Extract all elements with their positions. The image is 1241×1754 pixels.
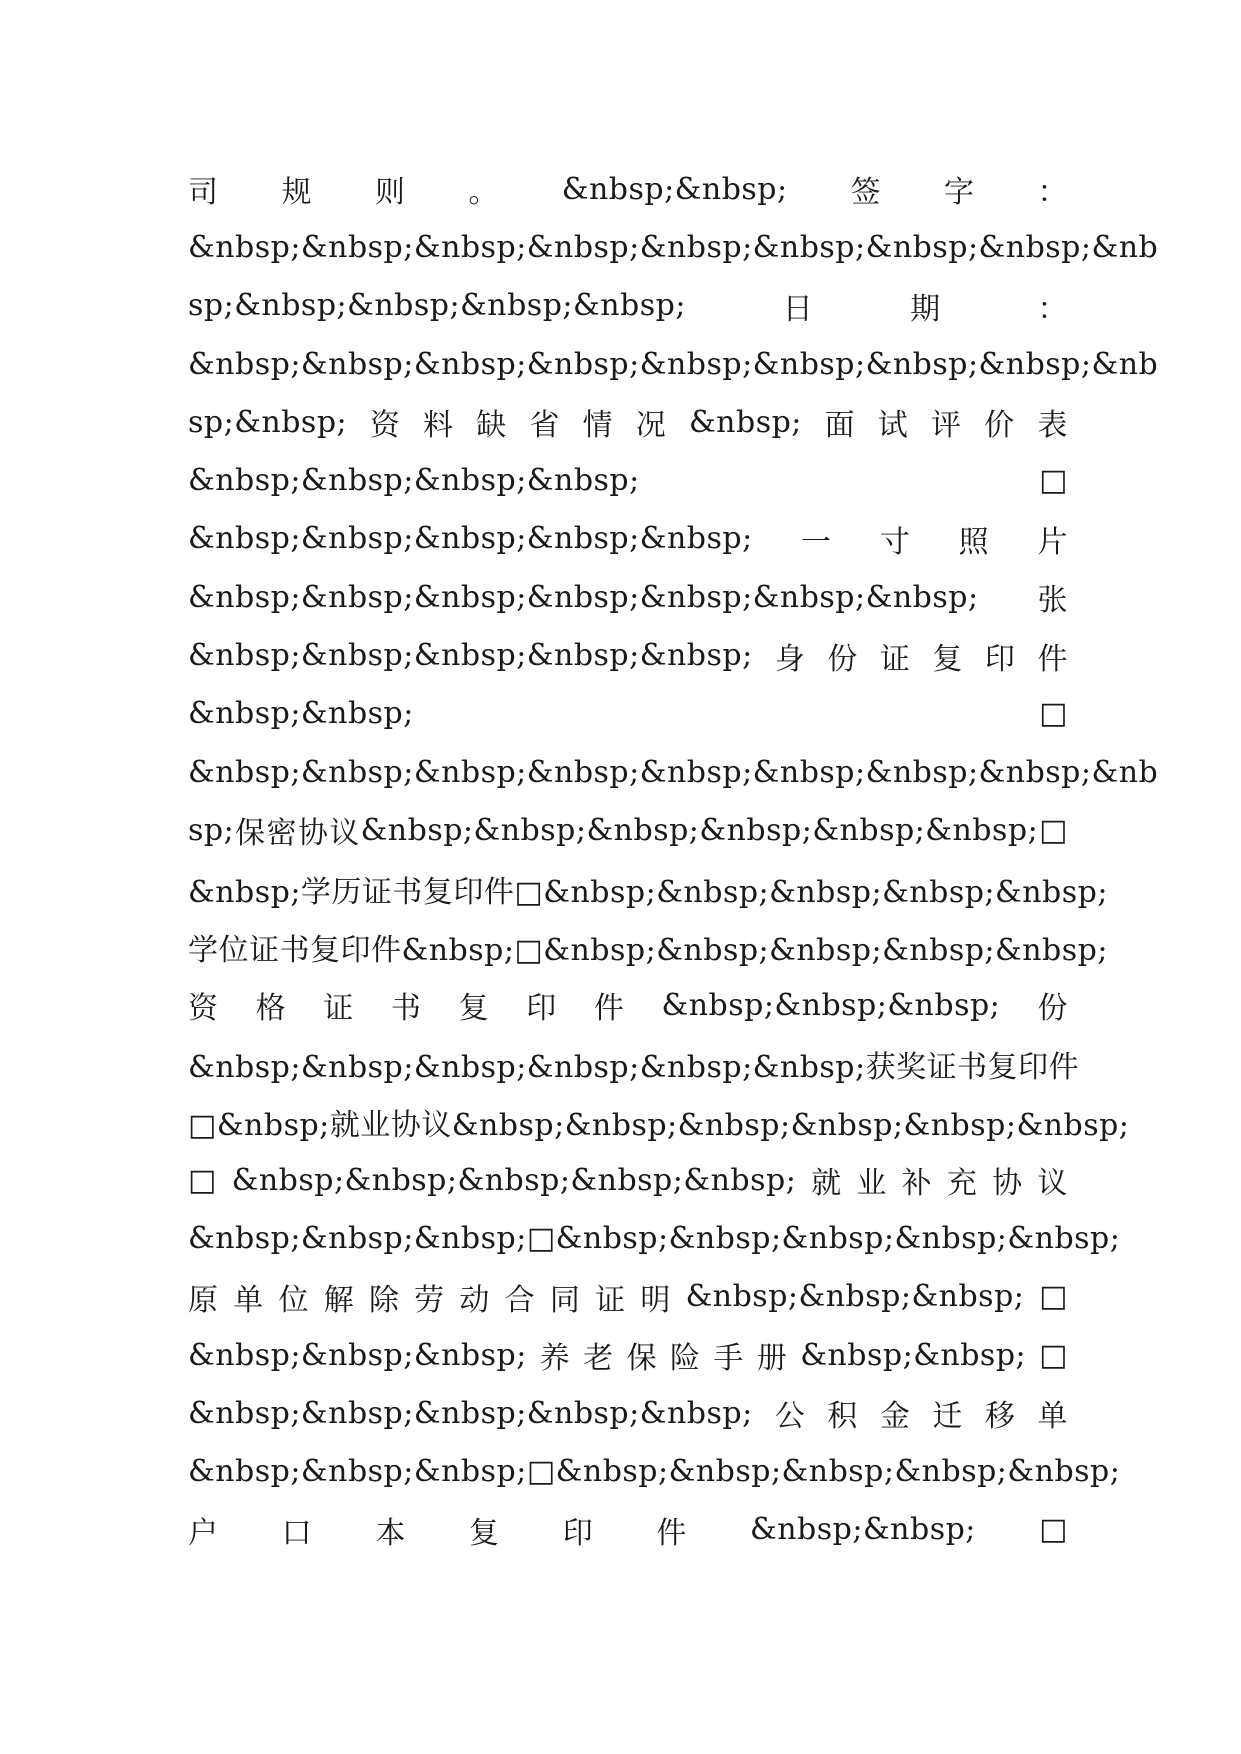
text-segment: 保 xyxy=(235,816,266,852)
text-line xyxy=(188,976,1068,1034)
text-line xyxy=(188,1501,1068,1559)
text-segment: ： xyxy=(1037,175,1068,211)
text-segment: 面 xyxy=(824,408,856,444)
checkbox-glyph: □ xyxy=(1039,1337,1068,1373)
text-line xyxy=(188,510,1068,568)
text-segment: 试 xyxy=(877,408,909,444)
text-segment: 迁 xyxy=(932,1399,963,1435)
text-segment: 况 xyxy=(635,408,667,444)
text-segment: 原 xyxy=(188,1282,219,1318)
text-line xyxy=(188,277,1068,335)
text-segment: 身 xyxy=(774,641,806,677)
text-line xyxy=(188,1093,1130,1151)
text-segment: &nbsp;&nbsp;&nbsp;&nbsp;&nbsp; xyxy=(188,521,753,557)
text-segment: sp;&nbsp;&nbsp;&nbsp;&nbsp; xyxy=(188,288,686,324)
text-segment: 金 xyxy=(879,1399,911,1435)
text-segment: &nbsp;&nbsp;&nbsp;&nbsp;&nbsp;&nbsp;&nbsp;&nbsp;&nb xyxy=(188,754,1159,790)
text-line xyxy=(188,1384,1068,1442)
text-segment: 规 xyxy=(281,175,312,211)
checkbox-glyph: □ xyxy=(1039,696,1068,732)
text-line xyxy=(188,1034,1080,1092)
checkbox-glyph: □ xyxy=(1039,1279,1068,1315)
text-segment: 字 xyxy=(944,175,975,211)
text-segment: &nbsp;&nbsp;&nbsp;&nbsp;&nbsp; xyxy=(555,1220,1121,1256)
text-line xyxy=(188,1151,1068,1209)
text-segment: 资 xyxy=(188,991,219,1027)
text-line xyxy=(188,860,1108,918)
text-segment: &nbsp;&nbsp;&nbsp; xyxy=(188,1454,527,1490)
text-segment: &nbsp;&nbsp;&nbsp;&nbsp;&nbsp; xyxy=(188,638,753,674)
checkbox-glyph: □ xyxy=(1039,812,1068,848)
text-segment: &nbsp;&nbsp;&nbsp;&nbsp;&nbsp; xyxy=(555,1454,1121,1490)
text-segment: sp; xyxy=(188,812,235,848)
checkbox-glyph: □ xyxy=(1039,1512,1068,1548)
text-segment: &nbsp;学历证书复印件□&nbsp;&nbsp;&nbsp;&nbsp;&nbsp; xyxy=(188,874,1108,910)
text-segment: 口 xyxy=(281,1515,313,1551)
text-segment: 议 xyxy=(329,816,360,852)
text-segment: &nbsp;&nbsp;&nbsp; xyxy=(188,1220,527,1256)
text-segment: 合 xyxy=(504,1282,536,1318)
text-segment: 劳 xyxy=(414,1282,445,1318)
text-segment: 充 xyxy=(946,1166,978,1202)
text-segment: 印 xyxy=(526,991,557,1027)
text-segment: 寸 xyxy=(879,524,911,560)
text-segment: 户 xyxy=(188,1515,219,1551)
text-segment: 公 xyxy=(774,1399,806,1435)
text-segment: &nbsp;&nbsp;&nbsp;&nbsp;&nbsp; xyxy=(188,1395,753,1431)
text-segment: sp;&nbsp; xyxy=(188,404,348,440)
text-segment: 司 xyxy=(188,175,219,211)
text-segment: 书 xyxy=(390,991,422,1027)
text-segment: &nbsp;&nbsp;&nbsp; xyxy=(661,987,1001,1023)
text-segment: 证 xyxy=(323,991,354,1027)
text-segment: 件 xyxy=(593,991,625,1027)
text-segment: &nbsp;&nbsp;&nbsp;&nbsp; xyxy=(188,463,640,499)
text-line xyxy=(188,1268,1068,1326)
text-segment: 签 xyxy=(850,175,882,211)
text-segment: 证 xyxy=(879,641,911,677)
text-segment: &nbsp;&nbsp;&nbsp; xyxy=(188,1337,527,1373)
text-segment: &nbsp;&nbsp;&nbsp;&nbsp;&nbsp;&nbsp; xyxy=(360,812,1039,848)
text-line xyxy=(188,1443,1121,1501)
text-segment: 资 xyxy=(369,408,401,444)
text-segment: 除 xyxy=(368,1282,400,1318)
text-segment: 明 xyxy=(640,1282,671,1318)
text-segment: 养 xyxy=(539,1341,571,1377)
text-line xyxy=(188,393,1068,451)
text-segment: 解 xyxy=(323,1282,355,1318)
text-line xyxy=(188,1326,1068,1384)
text-segment: ： xyxy=(1037,291,1068,327)
text-segment: &nbsp;&nbsp; xyxy=(188,696,414,732)
text-segment: &nbsp;&nbsp; xyxy=(561,171,788,207)
document-body xyxy=(188,160,1159,1559)
text-segment: 张 xyxy=(1037,583,1068,619)
text-segment: 保 xyxy=(626,1341,658,1377)
text-segment: &nbsp;&nbsp; xyxy=(800,1337,1027,1373)
text-segment: 险 xyxy=(670,1341,701,1377)
text-segment: 单 xyxy=(1037,1399,1068,1435)
text-segment: 移 xyxy=(984,1399,1016,1435)
text-line xyxy=(188,218,1159,276)
text-line xyxy=(188,568,1068,626)
text-line xyxy=(188,1209,1121,1267)
text-segment: 片 xyxy=(1037,524,1068,560)
text-segment: 补 xyxy=(901,1166,933,1202)
text-line xyxy=(188,918,1108,976)
text-segment: 印 xyxy=(984,641,1016,677)
text-segment: 单 xyxy=(233,1282,264,1318)
text-segment: 印 xyxy=(562,1515,594,1551)
text-segment: &nbsp;&nbsp;&nbsp;&nbsp;&nbsp;&nbsp;获奖证书复印件 xyxy=(188,1049,1080,1085)
text-segment: &nbsp;&nbsp;&nbsp;&nbsp;&nbsp;&nbsp;&nbsp;&nbsp;&nb xyxy=(188,229,1159,265)
text-segment: &nbsp;&nbsp;&nbsp; xyxy=(685,1279,1025,1315)
text-line xyxy=(188,801,1068,859)
text-segment: &nbsp;&nbsp;&nbsp;&nbsp;&nbsp; xyxy=(231,1162,797,1198)
text-segment: 密 xyxy=(266,816,297,852)
text-segment: 则 xyxy=(374,175,406,211)
text-segment: 。 xyxy=(468,175,499,211)
text-segment: □&nbsp;就业协议&nbsp;&nbsp;&nbsp;&nbsp;&nbsp;&nbsp; xyxy=(188,1107,1130,1143)
text-segment: 件 xyxy=(656,1515,687,1551)
text-segment: 积 xyxy=(827,1399,858,1435)
checkbox-glyph: □ xyxy=(188,1162,217,1198)
text-segment: 动 xyxy=(459,1282,490,1318)
text-segment: 格 xyxy=(255,991,287,1027)
text-segment: 本 xyxy=(375,1515,406,1551)
text-segment: 价 xyxy=(984,408,1015,444)
text-segment: 复 xyxy=(458,991,490,1027)
text-segment: 老 xyxy=(583,1341,614,1377)
text-segment: 证 xyxy=(595,1282,626,1318)
text-segment: 业 xyxy=(856,1166,887,1202)
text-segment: 表 xyxy=(1037,408,1068,444)
text-segment: 手 xyxy=(713,1341,744,1377)
text-segment: 评 xyxy=(930,408,962,444)
text-segment: &nbsp;&nbsp;&nbsp;&nbsp;&nbsp;&nbsp;&nbsp;&nbsp;&nb xyxy=(188,346,1159,382)
text-segment: &nbsp;&nbsp; xyxy=(750,1512,976,1548)
text-line xyxy=(188,160,1068,218)
text-segment: 期 xyxy=(910,291,941,327)
text-segment: 件 xyxy=(1037,641,1068,677)
text-segment: 料 xyxy=(423,408,454,444)
text-segment: 省 xyxy=(529,408,560,444)
text-segment: 复 xyxy=(932,641,963,677)
text-segment: 份 xyxy=(827,641,858,677)
text-segment: 一 xyxy=(801,524,832,560)
text-segment: 份 xyxy=(1037,991,1068,1027)
text-line xyxy=(188,743,1159,801)
text-line xyxy=(188,451,1068,509)
text-line xyxy=(188,685,1068,743)
text-segment: 册 xyxy=(756,1341,788,1377)
text-segment: &nbsp; xyxy=(688,404,802,440)
text-line xyxy=(188,335,1159,393)
checkbox-glyph: □ xyxy=(1039,463,1068,499)
checkbox-glyph: □ xyxy=(526,1220,556,1256)
text-segment: 复 xyxy=(469,1515,500,1551)
text-segment: 学位证书复印件&nbsp;□&nbsp;&nbsp;&nbsp;&nbsp;&nbsp; xyxy=(188,933,1108,968)
text-line xyxy=(188,626,1068,684)
text-segment: 情 xyxy=(582,408,614,444)
text-segment: 议 xyxy=(1037,1166,1068,1202)
text-segment: 就 xyxy=(811,1166,842,1202)
text-segment: 位 xyxy=(278,1282,309,1318)
text-segment: 缺 xyxy=(476,408,507,444)
text-segment: 协 xyxy=(297,816,329,852)
text-segment: 照 xyxy=(958,524,990,560)
text-segment: 同 xyxy=(549,1282,581,1318)
checkbox-glyph: □ xyxy=(526,1454,556,1490)
text-segment: 协 xyxy=(992,1166,1023,1202)
text-segment: &nbsp;&nbsp;&nbsp;&nbsp;&nbsp;&nbsp;&nbsp; xyxy=(188,579,979,615)
text-segment: 日 xyxy=(782,291,814,327)
